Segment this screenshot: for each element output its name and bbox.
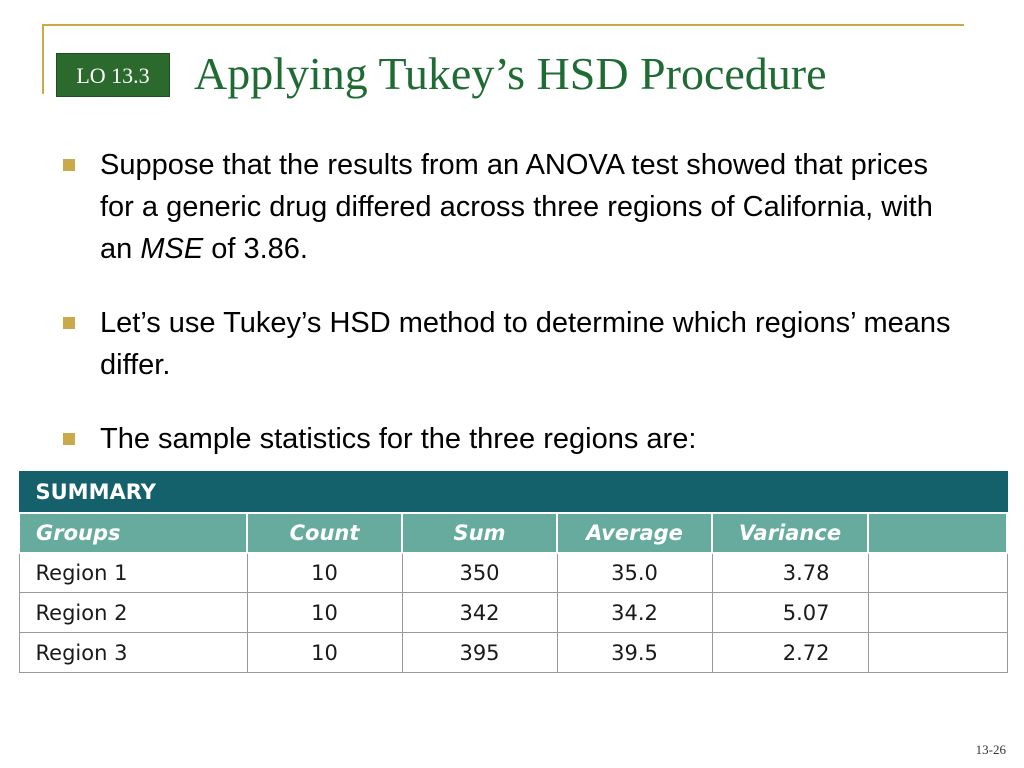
cell-variance: 2.72	[712, 633, 868, 673]
column-header-count: Count	[247, 513, 402, 553]
cell-average: 35.0	[557, 553, 712, 593]
cell-count: 10	[247, 553, 402, 593]
cell-sum: 350	[402, 553, 557, 593]
bullet-item-statistics	[62, 418, 962, 460]
bullet-text: Let’s use Tukey’s HSD method to determine which regions’ means differ.	[100, 307, 951, 381]
column-header-groups: Groups	[19, 513, 247, 553]
column-header-average: Average	[557, 513, 712, 553]
cell-empty	[868, 553, 1007, 593]
cell-average: 39.5	[557, 633, 712, 673]
summary-title-row	[19, 472, 1007, 513]
bullet-text-part: Suppose that the results from an ANOVA test showed that prices for a generic drug differed across three regions of California, with an	[100, 149, 933, 265]
column-header-sum: Sum	[402, 513, 557, 553]
bullet-item-tukey	[62, 302, 962, 386]
table-row	[19, 553, 1007, 593]
frame-top-line	[42, 24, 964, 26]
summary-label: SUMMARY	[19, 472, 1007, 513]
cell-group: Region 3	[19, 633, 247, 673]
bullet-item-anova	[62, 144, 962, 270]
cell-variance: 5.07	[712, 593, 868, 633]
cell-count: 10	[247, 633, 402, 673]
cell-variance: 3.78	[712, 553, 868, 593]
slide-number: 13-26	[975, 742, 1006, 757]
cell-empty	[868, 633, 1007, 673]
cell-average: 34.2	[557, 593, 712, 633]
table-row	[19, 593, 1007, 633]
column-header-empty	[868, 513, 1007, 553]
bullet-text: The sample statistics for the three regions are:	[100, 423, 697, 455]
square-bullet-icon	[63, 317, 75, 329]
cell-empty	[868, 593, 1007, 633]
cell-group: Region 2	[19, 593, 247, 633]
table-header-row	[19, 513, 1007, 553]
slide-title: Applying Tukey’s HSD Procedure	[194, 48, 827, 99]
lo-badge: LO 13.3	[56, 53, 170, 97]
frame-left-line	[42, 24, 44, 94]
square-bullet-icon	[63, 159, 75, 171]
cell-group: Region 1	[19, 553, 247, 593]
mse-term: MSE	[140, 233, 204, 265]
cell-count: 10	[247, 593, 402, 633]
square-bullet-icon	[63, 433, 75, 445]
cell-sum: 395	[402, 633, 557, 673]
bullet-list	[62, 144, 962, 460]
bullet-text-part: of 3.86.	[203, 233, 308, 265]
column-header-variance: Variance	[712, 513, 868, 553]
cell-sum: 342	[402, 593, 557, 633]
table-row	[19, 633, 1007, 673]
summary-table	[18, 471, 1008, 673]
